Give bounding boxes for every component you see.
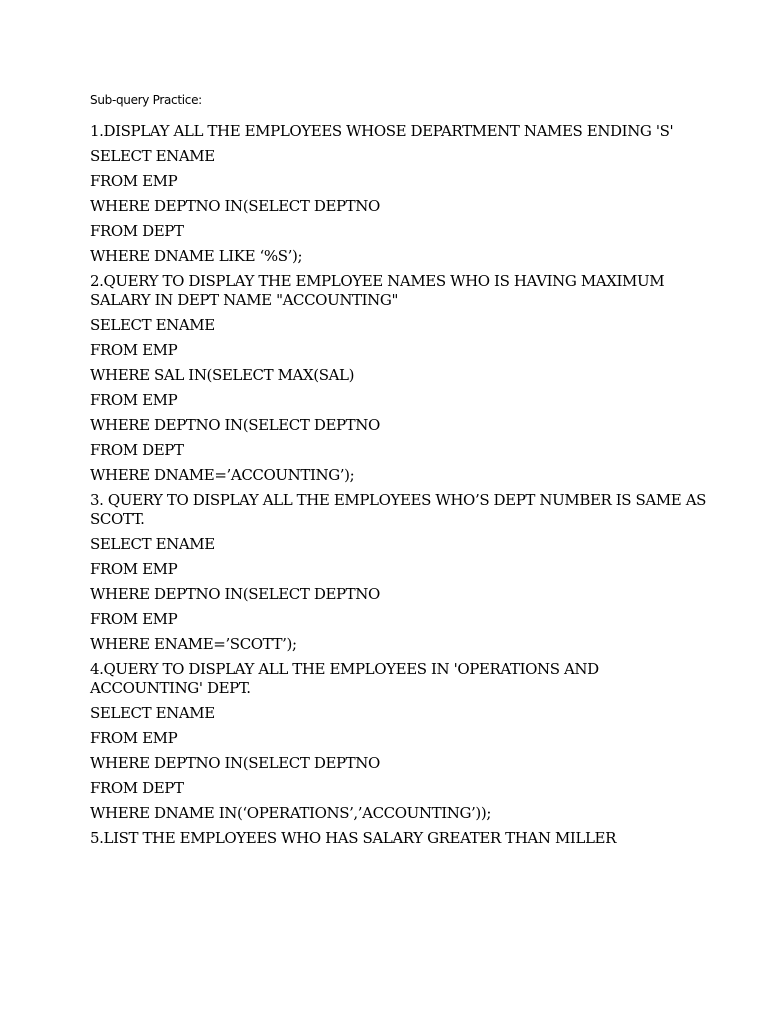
question-2: 2.QUERY TO DISPLAY THE EMPLOYEE NAMES WHO IS HAVING MAXIMUM SALARY IN DEPT NAME "ACCOUNTING" xyxy=(90,272,665,309)
sql-line: WHERE DNAME LIKE ‘%S’); xyxy=(90,247,303,265)
question-1: 1.DISPLAY ALL THE EMPLOYEES WHOSE DEPARTMENT NAMES ENDING 'S' xyxy=(90,122,674,140)
sql-line: FROM DEPT xyxy=(90,222,184,240)
sql-line: WHERE DEPTNO IN(SELECT DEPTNO xyxy=(90,585,380,603)
sql-line: SELECT ENAME xyxy=(90,535,215,553)
sql-line: SELECT ENAME xyxy=(90,316,215,334)
sql-line: WHERE DNAME=’ACCOUNTING’); xyxy=(90,466,355,484)
sql-line: WHERE DEPTNO IN(SELECT DEPTNO xyxy=(90,754,380,772)
sql-line: WHERE DEPTNO IN(SELECT DEPTNO xyxy=(90,197,380,215)
sql-line: FROM EMP xyxy=(90,610,178,628)
sql-line: WHERE ENAME=’SCOTT’); xyxy=(90,635,297,653)
sql-line: FROM EMP xyxy=(90,341,178,359)
document-body xyxy=(90,122,710,854)
sql-line: WHERE DEPTNO IN(SELECT DEPTNO xyxy=(90,416,380,434)
sql-line: FROM EMP xyxy=(90,391,178,409)
sql-line: FROM EMP xyxy=(90,729,178,747)
question-3: 3. QUERY TO DISPLAY ALL THE EMPLOYEES WHO’S DEPT NUMBER IS SAME AS SCOTT. xyxy=(90,491,707,528)
sql-line: FROM EMP xyxy=(90,172,178,190)
question-4: 4.QUERY TO DISPLAY ALL THE EMPLOYEES IN 'OPERATIONS AND ACCOUNTING' DEPT. xyxy=(90,660,599,697)
sql-line: SELECT ENAME xyxy=(90,704,215,722)
sql-line: WHERE DNAME IN(‘OPERATIONS’,’ACCOUNTING’)); xyxy=(90,804,491,822)
document-heading: Sub-query Practice: xyxy=(90,93,202,107)
sql-line: SELECT ENAME xyxy=(90,147,215,165)
sql-line: WHERE SAL IN(SELECT MAX(SAL) xyxy=(90,366,355,384)
sql-line: FROM DEPT xyxy=(90,779,184,797)
sql-line: FROM DEPT xyxy=(90,441,184,459)
question-5: 5.LIST THE EMPLOYEES WHO HAS SALARY GREATER THAN MILLER xyxy=(90,829,616,847)
sql-line: FROM EMP xyxy=(90,560,178,578)
